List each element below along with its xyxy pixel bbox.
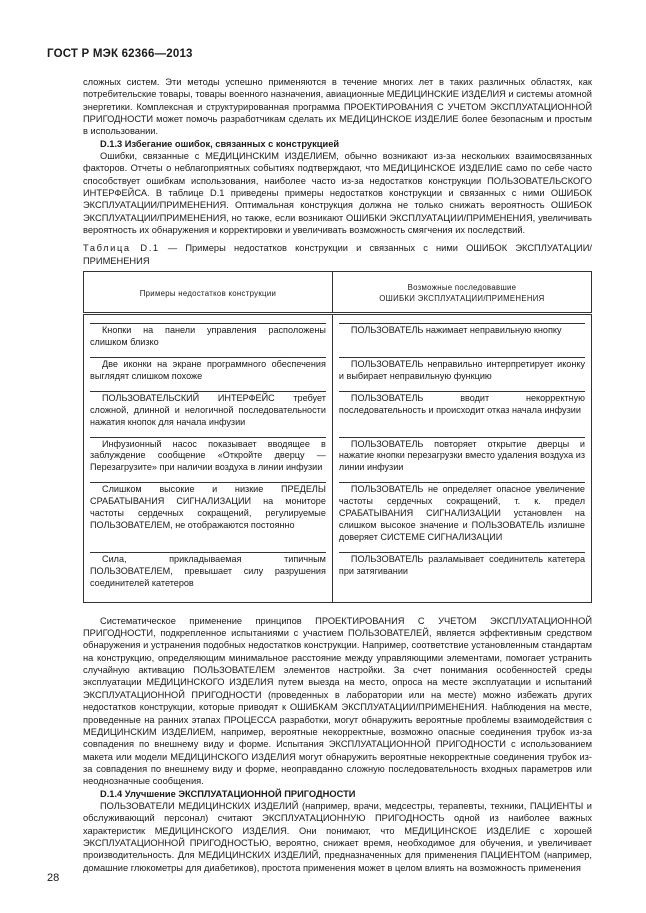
- column-header-errors-line2: ОШИБКИ ЭКСПЛУАТАЦИИ/ПРИМЕНЕНИЯ: [379, 294, 545, 304]
- table-row: [84, 349, 592, 383]
- page-number: 28: [47, 872, 60, 884]
- table-cell-flaw: [84, 474, 333, 544]
- table-cell-error: [332, 544, 591, 603]
- error-text: ПОЛЬЗОВАТЕЛЬ вводит некорректную последовательность и происходит отказ начала инфузии: [338, 392, 585, 415]
- design-flaws-table: [83, 271, 592, 603]
- table-row: [84, 429, 592, 475]
- section-heading-d13: D.1.3 Избегание ошибок, связанных с конструкцией: [100, 138, 340, 149]
- error-text: ПОЛЬЗОВАТЕЛЬ неправильно интерпретирует иконку и выбирает неправильную функцию: [338, 358, 585, 381]
- table-row: [84, 544, 592, 603]
- table-cell-error: [332, 474, 591, 544]
- table-cell-flaw: [84, 349, 333, 383]
- flaw-text: Инфузионный насос показывает вводящее в заблуждение сообщение «Откройте дверцу — Перезагрузите» при наличии воздуха в линии инфузии: [90, 438, 326, 473]
- table-cell-error: [332, 429, 591, 475]
- table-cell-flaw: [84, 383, 333, 429]
- table-cell-error: [332, 383, 591, 429]
- systematic-paragraph: Систематическое применение принципов ПРОЕКТИРОВАНИЯ С УЧЕТОМ ЭКСПЛУАТАЦИОННОЙ ПРИГОДНОСТИ, подкрепленное испытаниями с участием ПОЛЬЗОВАТЕЛЕЙ, является эффективным средством обнаружения и устранения подобных недостатков конструкции. Например, соответствие установленным стандартам на конструкцию, определяющим минимальное расстояние между управляющими элементами, помогает устранить случайную активацию ПОЛЬЗОВАТЕЛЕМ элементов настройки. За счет понимания особенностей среды эксплуатации МЕДИЦИНСКОГО ИЗДЕЛИЯ путем выезда на место, опроса на месте эксплуатации и испытаний ЭКСПЛУАТАЦИОННОЙ ПРИГОДНОСТИ (проведенных в лаборатории или на месте) можно избежать других недостатков конструкции, которые приводят к ОШИБКАМ ЭКСПЛУАТАЦИИ/ПРИМЕНЕНИЯ. Наблюдения на месте, проведенные на ранних этапах ПРОЦЕССА разработки, могут обнаружить вероятные проблемы взаимодействия с МЕДИЦИНСКИМ ИЗДЕЛИЕМ, например, вероятные некорректные, возможно опасные соединения трубок из-за совпадения по внешнему виду и форме. Испытания ЭКСПЛУАТАЦИОННОЙ ПРИГОДНОСТИ с использованием макета или модели МЕДИЦИНСКОГО ИЗДЕЛИЯ могут обнаружить вероятные некорректные соединения трубок из-за совпадения по внешнему виду и форме, неоправданно сложную последовательность входных параметров или неоднозначные сообщения.: [83, 615, 592, 787]
- table-cell-flaw: [84, 544, 333, 603]
- error-text: ПОЛЬЗОВАТЕЛЬ нажимает неправильную кнопку: [350, 325, 562, 336]
- table-caption-label: Таблица D.1: [83, 243, 160, 254]
- flaw-text: Две иконки на экране программного обеспечения выглядят слишком похоже: [90, 358, 326, 381]
- column-header-errors-line1: Возможные последовавшие: [407, 283, 517, 293]
- column-header-flaws: Примеры недостатков конструкции: [84, 272, 333, 314]
- flaw-text: Слишком высокие и низкие ПРЕДЕЛЫ СРАБАТЫВАНИЯ СИГНАЛИЗАЦИИ на мониторе частоты сердечных сокращений, регулируемые ПОЛЬЗОВАТЕЛЕМ, не отображаются постоянно: [90, 484, 326, 530]
- table-cell-error: [332, 314, 591, 349]
- error-text: ПОЛЬЗОВАТЕЛЬ повторяет открытие дверцы и нажатие кнопки перезагрузки вместо удаления воздуха из линии инфузии: [338, 438, 585, 473]
- table-header-row: [84, 272, 592, 314]
- flaw-text: Кнопки на панели управления расположены слишком близко: [90, 325, 326, 348]
- error-text: ПОЛЬЗОВАТЕЛЬ разламывает соединитель катетера при затягивании: [338, 553, 585, 576]
- section-heading-d14: D.1.4 Улучшение ЭКСПЛУАТАЦИОННОЙ ПРИГОДНОСТИ: [100, 788, 356, 799]
- section-text-d14: ПОЛЬЗОВАТЕЛИ МЕДИЦИНСКИХ ИЗДЕЛИЙ (например, врачи, медсестры, терапевты, техники, ПАЦИЕНТЫ и обслуживающий персонал) считают ЭКСПЛУАТАЦИОННУЮ ПРИГОДНОСТЬ одной из наиболее важных характеристик МЕДИЦИНСКОГО ИЗДЕЛИЯ. Они понимают, что МЕДИЦИНСКОЕ ИЗДЕЛИЕ с хорошей ЭКСПЛУАТАЦИОННОЙ ПРИГОДНОСТЬЮ, вероятно, снижает время, необходимое для обучения, и увеличивает производительность. Для МЕДИЦИНСКИХ ИЗДЕЛИЙ, предназначенных для применения ПАЦИЕНТОМ (например, домашние глюкометры для диабетиков), простота применения может в целом влиять на возможность применения: [83, 800, 592, 873]
- page-content: [83, 76, 592, 874]
- table-cell-flaw: [84, 429, 333, 475]
- table-cell-error: [332, 349, 591, 383]
- error-text: ПОЛЬЗОВАТЕЛЬ не определяет опасное увеличение частоты сердечных сокращений, т. к. предел СРАБАТЫВАНИЯ СИГНАЛИЗАЦИИ установлен на слишком высокое значение и ПОЛЬЗОВАТЕЛЬ излишне доверяет СИСТЕМЕ СИГНАЛИЗАЦИИ: [338, 484, 585, 542]
- document-header: ГОСТ Р МЭК 62366—2013: [47, 48, 193, 60]
- flaw-text: ПОЛЬЗОВАТЕЛЬСКИЙ ИНТЕРФЕЙС требует сложной, длинной и нелогичной последовательности нажатия кнопок для начала инфузии: [90, 392, 326, 427]
- section-text-d13: Ошибки, связанные с МЕДИЦИНСКИМ ИЗДЕЛИЕМ, обычно возникают из-за нескольких взаимосвязанных факторов. Отчеты о неблагоприятных событиях подтверждают, что МЕДИЦИНСКОЕ ИЗДЕЛИЕ само по себе часто способствует ошибкам использования, наиболее часто из-за недостатков конструкции ПОЛЬЗОВАТЕЛЬСКОГО ИНТЕРФЕЙСА. В таблице D.1 приведены примеры недостатков конструкции и связанных с ними ОШИБОК ЭКСПЛУАТАЦИИ/ПРИМЕНЕНИЯ. Оптимальная конструкция должна не только снижать вероятность ОШИБОК ЭКСПЛУАТАЦИИ/ПРИМЕНЕНИЯ, но также, если возникают ОШИБКИ ЭКСПЛУАТАЦИИ/ПРИМЕНЕНИЯ, увеличивать вероятность их обнаружения и корректировки и увеличивать возможность смягчения их последствий.: [83, 151, 592, 236]
- table-caption-text: — Примеры недостатков конструкции и связанных с ними ОШИБОК ЭКСПЛУАТАЦИИ/ПРИМЕНЕНИЯ: [83, 243, 592, 266]
- table-caption: [83, 242, 592, 267]
- table-row: [84, 474, 592, 544]
- intro-paragraph: сложных систем. Эти методы успешно применяются в течение многих лет в таких различных областях, как потребительские товары, товары военного назначения, авиационные МЕДИЦИНСКИЕ ИЗДЕЛИЯ и системы атомной энергетики. Комплексная и структурированная программа ПРОЕКТИРОВАНИЯ С УЧЕТОМ ЭКСПЛУАТАЦИОННОЙ ПРИГОДНОСТИ может помочь разработчикам сделать их МЕДИЦИНСКОЕ ИЗДЕЛИЕ более безопасным и простым в использовании.: [83, 77, 592, 137]
- table-cell-flaw: [84, 314, 333, 349]
- flaw-text: Сила, прикладываемая типичным ПОЛЬЗОВАТЕЛЕМ, превышает силу разрушения соединителей катетеров: [90, 553, 326, 588]
- table-row: [84, 383, 592, 429]
- table-row: [84, 314, 592, 349]
- column-header-errors: [332, 272, 591, 314]
